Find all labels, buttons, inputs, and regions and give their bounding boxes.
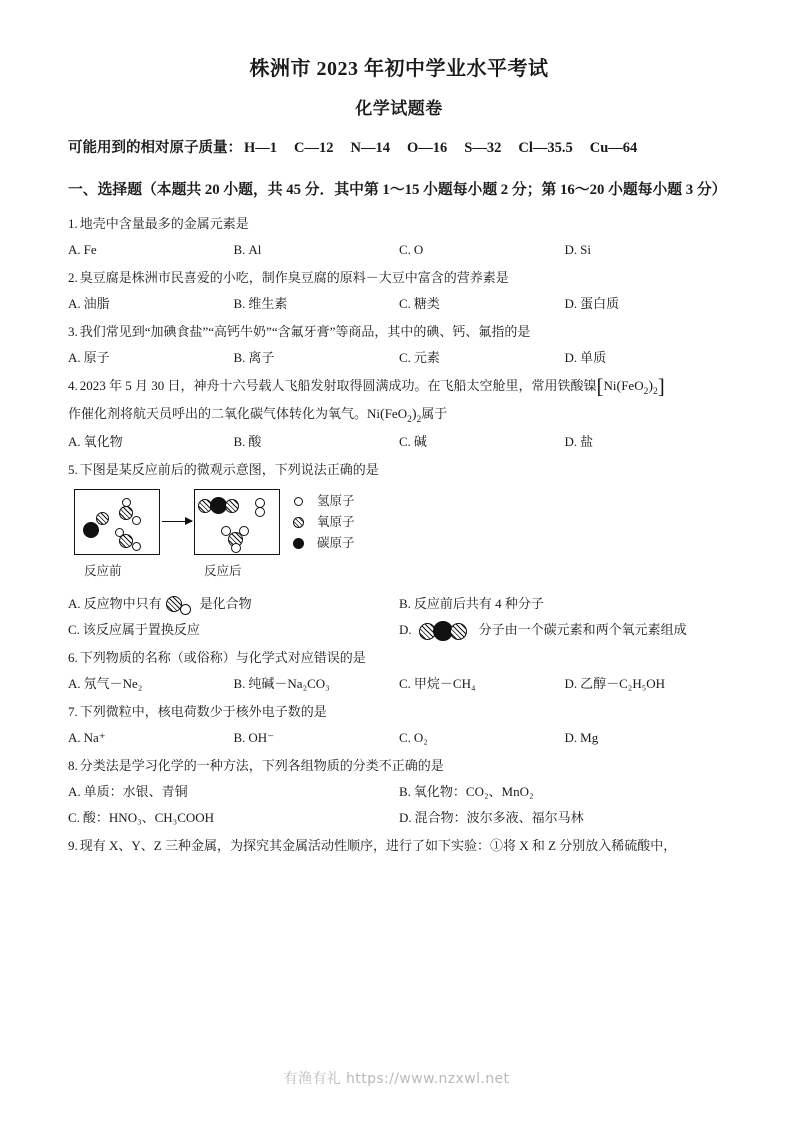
option-label: D. xyxy=(564,241,578,257)
reaction-arrow-icon xyxy=(162,521,192,523)
question-5-reaction-diagram xyxy=(68,487,730,591)
question-2-option-d[interactable] xyxy=(565,291,731,317)
option-label: A. xyxy=(68,595,81,611)
atomic-mass-c: C—12 xyxy=(294,140,334,157)
legend-row-hydrogen xyxy=(293,491,355,512)
question-7-option-a[interactable] xyxy=(68,725,234,751)
question-8-option-b[interactable] xyxy=(399,779,730,805)
option-label: C. xyxy=(399,675,411,691)
option-text-after: 是化合物 xyxy=(199,595,252,611)
legend-label-hydrogen: 氢原子 xyxy=(317,493,355,508)
question-3-option-d[interactable] xyxy=(565,345,731,371)
question-1 xyxy=(68,211,730,263)
diagram-legend xyxy=(293,491,355,554)
option-label: D. xyxy=(564,675,578,691)
option-label: D. xyxy=(564,433,578,449)
option-label: D. xyxy=(564,295,578,311)
question-4-stem-line2 xyxy=(68,401,730,429)
question-5-options-row1 xyxy=(68,591,730,617)
option-text: Na⁺ xyxy=(83,729,106,745)
question-3-options xyxy=(68,345,730,371)
question-7-option-b[interactable] xyxy=(234,725,400,751)
legend-row-carbon xyxy=(293,533,355,554)
option-text: 酸：HNO₃、CH₃COOH xyxy=(82,809,215,825)
option-label: B. xyxy=(233,241,246,257)
option-label: A. xyxy=(68,349,81,365)
question-2-option-b[interactable] xyxy=(234,291,400,317)
h2o-molecule-icon xyxy=(166,594,196,616)
option-text: 氖气－Ne₂ xyxy=(83,675,143,691)
question-9-number: 9. xyxy=(68,837,78,853)
option-text: Al xyxy=(248,241,262,257)
question-8-option-c[interactable] xyxy=(68,805,399,831)
question-8 xyxy=(68,753,730,831)
option-text: 反应前后共有 4 种分子 xyxy=(413,595,544,611)
question-4-option-d[interactable] xyxy=(565,429,731,455)
atomic-mass-cl: Cl—35.5 xyxy=(518,140,573,157)
question-5-options-row2 xyxy=(68,617,730,643)
question-8-number: 8. xyxy=(68,757,78,773)
before-reaction-box xyxy=(74,489,160,555)
question-6-option-d[interactable] xyxy=(565,671,731,697)
question-8-options-row1 xyxy=(68,779,730,805)
hydrogen-atom xyxy=(132,516,141,525)
oxygen-atom xyxy=(96,512,109,525)
question-7-number: 7. xyxy=(68,703,78,719)
option-text: O xyxy=(413,241,424,257)
option-text: 盐 xyxy=(580,433,594,449)
option-text: 氧化物：CO₂、MnO₂ xyxy=(413,783,534,799)
option-text-before: 反应物中只有 xyxy=(83,595,162,611)
question-4-text-part1: 2023 年 5 月 30 日，神舟十六号载人飞船发射取得圆满成功。在飞船太空舱里，常用铁酸镍 xyxy=(79,377,597,393)
option-label: B. xyxy=(233,729,246,745)
question-7-options xyxy=(68,725,730,751)
option-label: C. xyxy=(399,295,411,311)
option-text: 蛋白质 xyxy=(580,295,620,311)
co2-molecule-icon xyxy=(419,621,475,641)
hydrogen-atom xyxy=(231,543,241,553)
question-4 xyxy=(68,373,730,455)
hydrogen-atom xyxy=(255,507,265,517)
oxygen-atom xyxy=(225,499,239,513)
hydrogen-atom-icon xyxy=(294,497,303,506)
question-8-option-d[interactable] xyxy=(399,805,730,831)
option-text: 该反应属于置换反应 xyxy=(82,621,200,637)
question-4-text-part3: 属于 xyxy=(421,405,448,421)
before-reaction-label: 反应前 xyxy=(84,563,122,578)
option-label: B. xyxy=(399,783,411,799)
question-6-number: 6. xyxy=(68,649,78,665)
option-label: C. xyxy=(399,349,411,365)
question-8-option-a[interactable] xyxy=(68,779,399,805)
question-4-formula-bracketed: $[Ni(FeO_2)_2]$ xyxy=(596,373,665,398)
option-label: B. xyxy=(233,433,246,449)
question-4-options xyxy=(68,429,730,455)
question-4-formula-plain: $Ni(FeO_2)_2$ xyxy=(367,405,422,425)
question-1-text: 地壳中含量最多的金属元素是 xyxy=(79,215,249,231)
question-2-text: 臭豆腐是株洲市民喜爱的小吃，制作臭豆腐的原料－大豆中富含的营养素是 xyxy=(79,269,509,285)
option-text: Si xyxy=(580,241,591,257)
option-label: D. xyxy=(399,621,412,637)
question-4-text-part2: 作催化剂将航天员呼出的二氧化碳气体转化为氧气。 xyxy=(68,405,368,421)
question-3-option-a[interactable] xyxy=(68,345,234,371)
option-label: A. xyxy=(68,783,81,799)
option-text: Mg xyxy=(580,729,599,745)
question-7-option-c[interactable] xyxy=(399,725,565,751)
after-reaction-label: 反应后 xyxy=(204,563,242,578)
option-label: C. xyxy=(399,729,411,745)
question-4-number: 4. xyxy=(68,377,78,393)
question-7-stem xyxy=(68,699,730,725)
option-text: 元素 xyxy=(413,349,440,365)
option-label: D. xyxy=(564,729,578,745)
question-6-text: 下列物质的名称（或俗称）与化学式对应错误的是 xyxy=(79,649,366,665)
question-9 xyxy=(68,833,730,859)
option-text: 单质：水银、青铜 xyxy=(83,783,188,799)
option-label: D. xyxy=(564,349,578,365)
option-label: A. xyxy=(68,295,81,311)
question-6-option-b[interactable] xyxy=(234,671,400,697)
question-6-options xyxy=(68,671,730,697)
question-6 xyxy=(68,645,730,697)
page-title: 株洲市 2023 年初中学业水平考试 xyxy=(249,58,549,80)
question-1-option-b[interactable] xyxy=(234,237,400,263)
question-7-option-d[interactable] xyxy=(565,725,731,751)
question-4-option-c[interactable] xyxy=(399,429,565,455)
question-1-option-a[interactable] xyxy=(68,237,234,263)
atomic-mass-o: O—16 xyxy=(407,140,448,157)
option-text: 碱 xyxy=(413,433,427,449)
question-9-text: 现有 X、Y、Z 三种金属，为探究其金属活动性顺序，进行了如下实验：①将 X 和 Z 分别放入稀硫酸中， xyxy=(79,837,677,853)
atomic-mass-label: 可能用到的相对原子质量： xyxy=(68,140,242,157)
question-1-option-d[interactable] xyxy=(565,237,731,263)
option-label: C. xyxy=(399,241,411,257)
after-reaction-box xyxy=(194,489,280,555)
question-2 xyxy=(68,265,730,317)
option-label: B. xyxy=(233,675,246,691)
option-text: 原子 xyxy=(83,349,110,365)
oxygen-atom-icon xyxy=(293,517,304,528)
question-6-option-c[interactable] xyxy=(399,671,565,697)
question-5-option-d[interactable] xyxy=(399,617,730,643)
question-5-option-c[interactable] xyxy=(68,617,399,643)
legend-label-oxygen: 氧原子 xyxy=(317,514,355,529)
atomic-mass-s: S—32 xyxy=(464,140,502,157)
option-text: 糖类 xyxy=(413,295,440,311)
question-4-option-a[interactable] xyxy=(68,429,234,455)
option-text: OH⁻ xyxy=(248,729,275,745)
page-content xyxy=(68,56,730,861)
legend-row-oxygen xyxy=(293,512,355,533)
question-3-option-b[interactable] xyxy=(234,345,400,371)
question-7 xyxy=(68,699,730,751)
question-5-stem xyxy=(68,457,730,483)
option-text: Fe xyxy=(83,241,97,257)
question-8-options-row2 xyxy=(68,805,730,831)
option-label: B. xyxy=(399,595,411,611)
question-4-stem-line1 xyxy=(68,373,730,401)
question-5-number: 5. xyxy=(68,461,78,477)
question-3-option-c[interactable] xyxy=(399,345,565,371)
atomic-mass-n: N—14 xyxy=(350,140,390,157)
page-subtitle: 化学试题卷 xyxy=(355,99,443,118)
option-text: 混合物：波尔多液、福尔马林 xyxy=(414,809,584,825)
option-text-after: 分子由一个碳元素和两个氧元素组成 xyxy=(478,621,687,637)
option-label: C. xyxy=(68,809,80,825)
question-3-stem xyxy=(68,319,730,345)
question-5 xyxy=(68,457,730,643)
atomic-mass-cu: Cu—64 xyxy=(589,140,638,157)
option-text: O₂ xyxy=(413,729,428,745)
question-8-text: 分类法是学习化学的一种方法，下列各组物质的分类不正确的是 xyxy=(79,757,444,773)
oxygen-atom xyxy=(119,534,133,548)
option-label: C. xyxy=(399,433,411,449)
carbon-atom-icon xyxy=(293,538,304,549)
question-1-stem xyxy=(68,211,730,237)
section-heading-multiple-choice: 一、选择题（本题共 20 小题，共 45 分．其中第 1～15 小题每小题 2 分；第 16～20 小题每小题 3 分） xyxy=(68,181,727,198)
option-label: B. xyxy=(233,295,246,311)
question-4-option-b[interactable] xyxy=(234,429,400,455)
question-1-option-c[interactable] xyxy=(399,237,565,263)
relative-atomic-mass-line xyxy=(68,138,730,160)
watermark: 有渔有礼 https://www.nzxwl.net xyxy=(283,1071,510,1087)
option-text: 乙醇－C₂H₅OH xyxy=(580,675,666,691)
question-2-stem xyxy=(68,265,730,291)
legend-label-carbon: 碳原子 xyxy=(317,535,355,550)
option-text: 单质 xyxy=(580,349,607,365)
question-2-option-c[interactable] xyxy=(399,291,565,317)
option-label: D. xyxy=(399,809,412,825)
question-3-number: 3. xyxy=(68,323,78,339)
question-3 xyxy=(68,319,730,371)
question-6-stem xyxy=(68,645,730,671)
option-label: B. xyxy=(233,349,246,365)
question-7-text: 下列微粒中，核电荷数少于核外电子数的是 xyxy=(79,703,327,719)
question-5-text: 下图是某反应前后的微观示意图，下列说法正确的是 xyxy=(79,461,379,477)
option-label: A. xyxy=(68,729,81,745)
question-2-options xyxy=(68,291,730,317)
option-label: A. xyxy=(68,675,81,691)
oxygen-atom xyxy=(119,506,133,520)
option-text: 油脂 xyxy=(83,295,110,311)
option-label: C. xyxy=(68,621,80,637)
question-1-options xyxy=(68,237,730,263)
question-5-option-a[interactable] xyxy=(68,591,399,617)
option-text: 离子 xyxy=(248,349,275,365)
atomic-mass-h: H—1 xyxy=(244,140,278,157)
option-label: A. xyxy=(68,433,81,449)
question-2-option-a[interactable] xyxy=(68,291,234,317)
question-1-number: 1. xyxy=(68,215,78,231)
question-6-option-a[interactable] xyxy=(68,671,234,697)
hydrogen-atom xyxy=(132,542,141,551)
option-text: 酸 xyxy=(248,433,262,449)
question-9-stem xyxy=(68,833,730,859)
option-text: 甲烷－CH₄ xyxy=(413,675,476,691)
question-5-option-b[interactable] xyxy=(399,591,730,617)
option-text: 维生素 xyxy=(248,295,288,311)
option-text: 纯碱－Na₂CO₃ xyxy=(248,675,330,691)
question-8-stem xyxy=(68,753,730,779)
question-3-text: 我们常见到“加碘食盐”“高钙牛奶”“含氟牙膏”等商品，其中的碘、钙、氟指的是 xyxy=(79,323,531,339)
question-2-number: 2. xyxy=(68,269,78,285)
option-label: A. xyxy=(68,241,81,257)
option-text: 氧化物 xyxy=(83,433,123,449)
carbon-atom xyxy=(83,522,99,538)
